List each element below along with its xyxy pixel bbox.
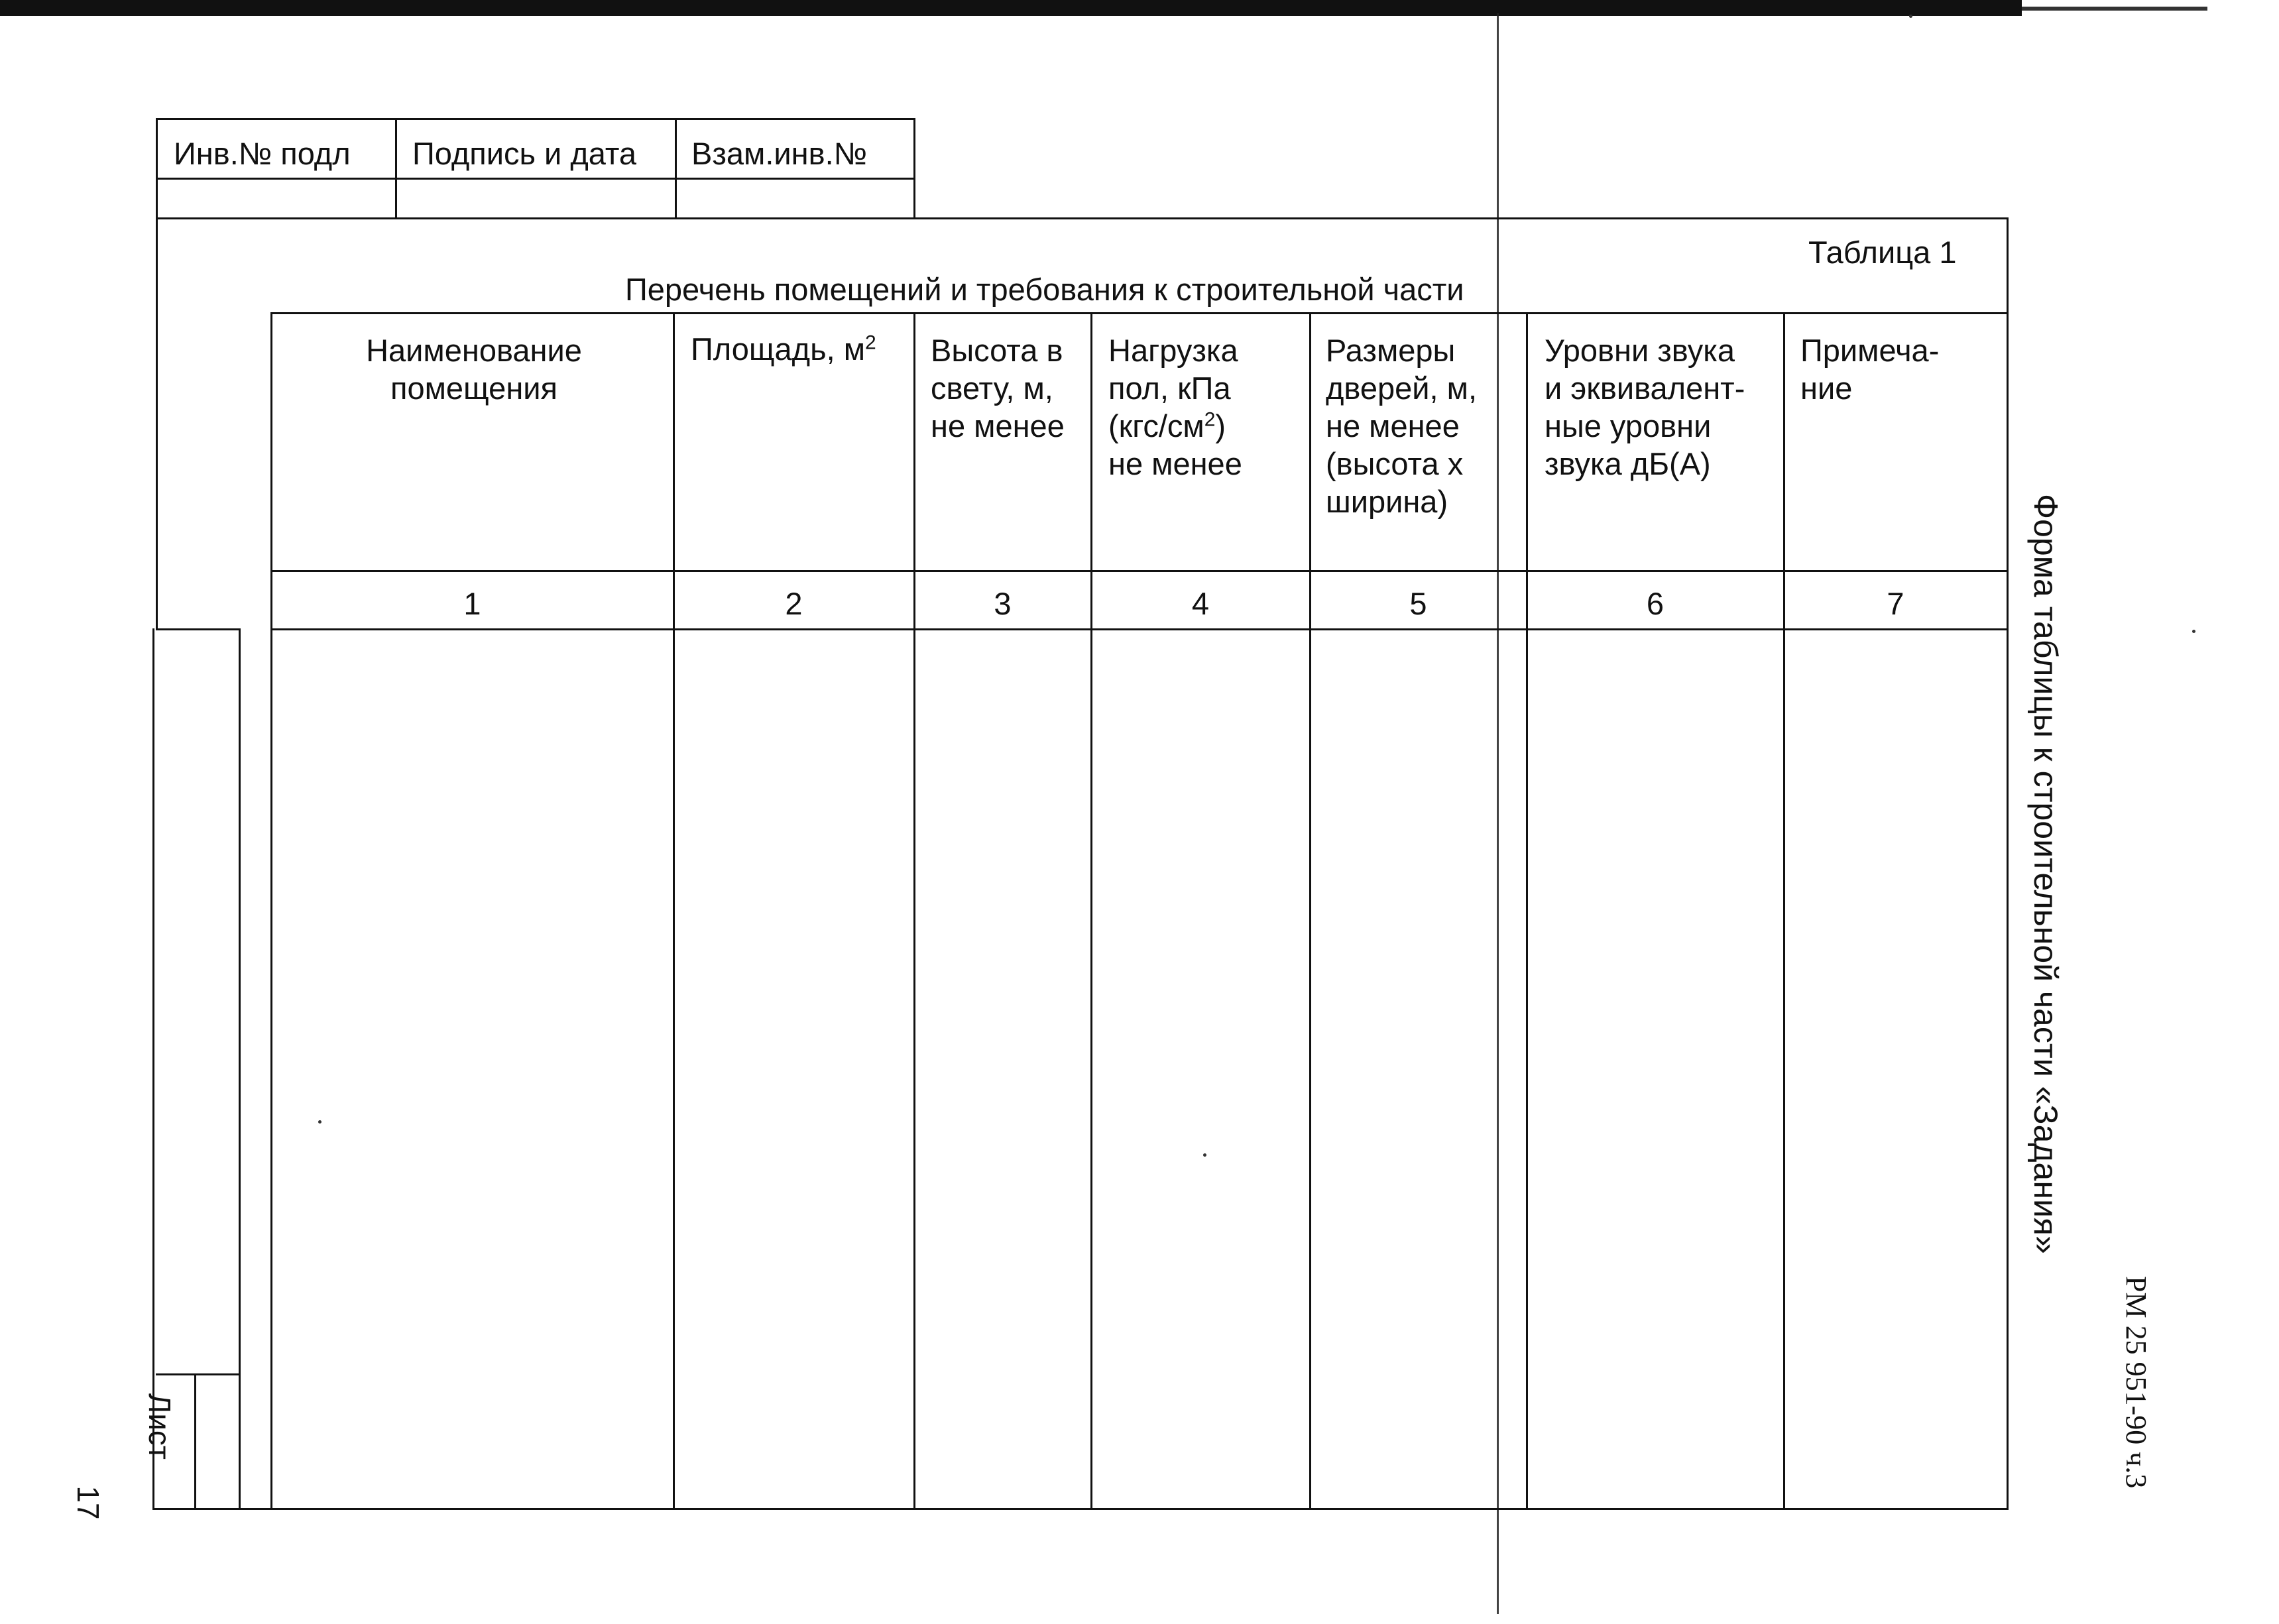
- table-caption: Таблица 1: [1808, 235, 1957, 270]
- scan-speck: [318, 1120, 321, 1124]
- stamp-header-replace: Взам.инв.№: [691, 136, 868, 171]
- column-header-name: Наименование помещения: [366, 333, 582, 406]
- column-number-1: 1: [463, 586, 481, 621]
- column-number-6: 6: [1646, 586, 1665, 621]
- scan-speck: [1909, 15, 1912, 18]
- form-title-vertical: Форма таблицы к строительной части «Задания»: [2027, 494, 2064, 1254]
- column-header-area: Площадь, $м^2$: [691, 331, 876, 367]
- scan-top-border-thin: [2022, 7, 2207, 11]
- sheet-label: Лист: [143, 1393, 177, 1460]
- document-code-vertical: РМ 25 951-90 ч.3: [2120, 1276, 2152, 1489]
- column-header-height: Высота в свету, м, не менее: [931, 333, 1065, 443]
- column-header-doors: Размеры дверей, м, не менее (высота х ширина): [1326, 333, 1478, 519]
- stamp-header-inv: Инв.№ подл: [174, 136, 351, 171]
- scan-speck: [2192, 630, 2195, 633]
- column-header-note: Примеча- ние: [1800, 333, 1940, 406]
- column-number-4: 4: [1191, 586, 1210, 621]
- scan-fold-line: [1497, 13, 1499, 1614]
- column-number-3: 3: [994, 586, 1012, 621]
- column-number-2: 2: [785, 586, 803, 621]
- page-number: 17: [71, 1485, 105, 1520]
- column-header-load: Нагрузка пол, кПа $(кгс/см^2)$ не менее: [1108, 333, 1242, 481]
- column-number-5: 5: [1409, 586, 1427, 621]
- column-number-7: 7: [1887, 586, 1904, 621]
- scan-speck: [1203, 1153, 1206, 1157]
- scan-top-border: [0, 0, 2022, 16]
- table-title: Перечень помещений и требования к строительной части: [625, 272, 1464, 307]
- stamp-header-signature: Подпись и дата: [412, 136, 637, 171]
- column-header-sound: Уровни звука и эквивалент- ные уровни звука дБ(А): [1545, 333, 1745, 481]
